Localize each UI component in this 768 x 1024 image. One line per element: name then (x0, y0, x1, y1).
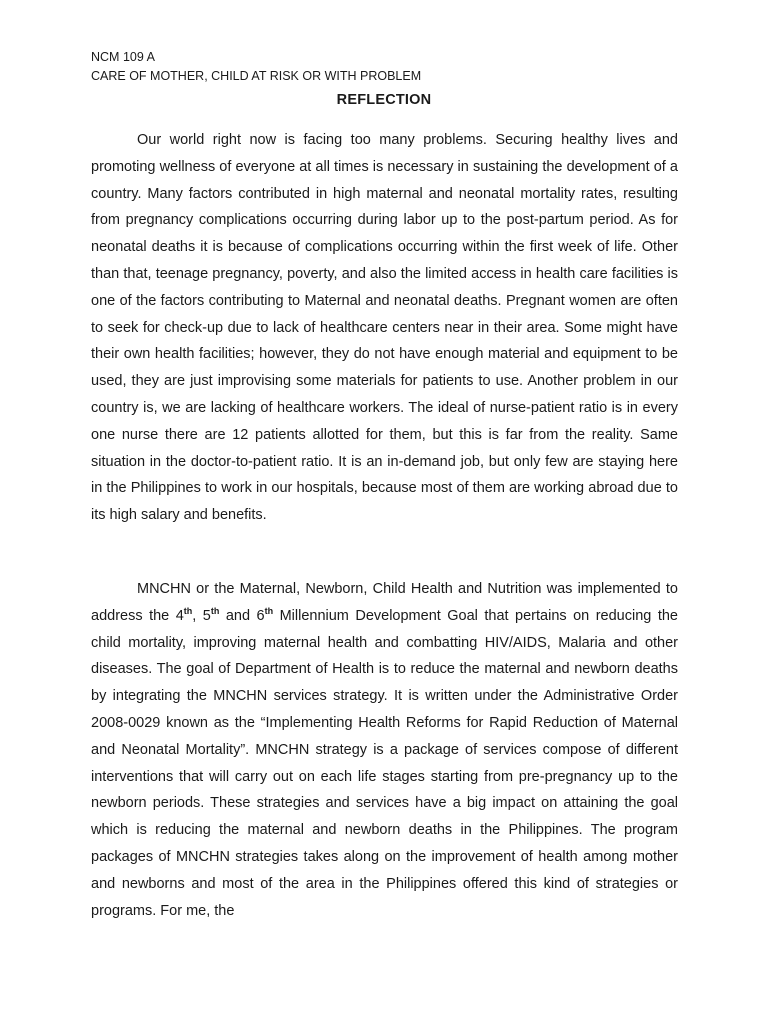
paragraph-2-text-a: MNCHN or the Maternal, Newborn, Child Health and Nutrition was implemented to address the 4 (91, 581, 678, 624)
page-title: REFLECTION (336, 92, 432, 108)
paragraph-2-text-b: , 5 (192, 607, 211, 624)
paragraph-2 (91, 576, 678, 924)
superscript-th-3: th (264, 605, 274, 616)
paragraph-2-text-d: Millennium Development Goal that pertains on reducing the child mortality, improving maternal health and combatting HIV/AIDS, Malaria and other diseases. The goal of Department of Health is to reduce the maternal and newborn deaths by integrating the MNCHN services strategy. It is written under the Administrative Order 2008-0029 known as the “Implementing Health Reforms for Rapid Reduction of Maternal and Neonatal Mortality”. MNCHN strategy is a package of services compose of different interventions that will carry out on each life stages starting from pre-pregnancy up to the newborn periods. These strategies and services have a big impact on attaining the goal which is reducing the maternal and newborn deaths in the Philippines. The program packages of MNCHN strategies takes along on the improvement of health among mother and newborns and most of the area in the Philippines offered this kind of strategies or programs. For me, the (91, 607, 678, 919)
paragraph-1: Our world right now is facing too many problems. Securing healthy lives and promoting wellness of everyone at all times is necessary in sustaining the development of a country. Many factors contributed in high maternal and neonatal mortality rates, resulting from pregnancy complications occurring during labor up to the post-partum period. As for neonatal deaths it is because of complications occurring within the first week of life. Other than that, teenage pregnancy, poverty, and also the limited access in health care facilities is one of the factors contributing to Maternal and neonatal deaths. Pregnant women are often to seek for check-up due to lack of healthcare centers near in their area. Some might have their own health facilities; however, they do not have enough material and equipment to be used, they are just improvising some materials for patients to use. Another problem in our country is, we are lacking of healthcare workers. The ideal of nurse-patient ratio is in every one nurse there are 12 patients allotted for them, but this is far from the reality. Same situation in the doctor-to-patient ratio. It is an in-demand job, but only few are staying here in the Philippines to work in our hospitals, because most of them are working abroad due to its high salary and benefits. (91, 132, 678, 524)
superscript-th-2: th (210, 605, 220, 616)
course-title: CARE OF MOTHER, CHILD AT RISK OR WITH PROBLEM (91, 69, 422, 83)
paragraph-2-text-c: and 6 (219, 607, 265, 624)
course-code: NCM 109 A (91, 50, 155, 64)
document-header (91, 48, 421, 86)
superscript-th-1: th (183, 605, 193, 616)
